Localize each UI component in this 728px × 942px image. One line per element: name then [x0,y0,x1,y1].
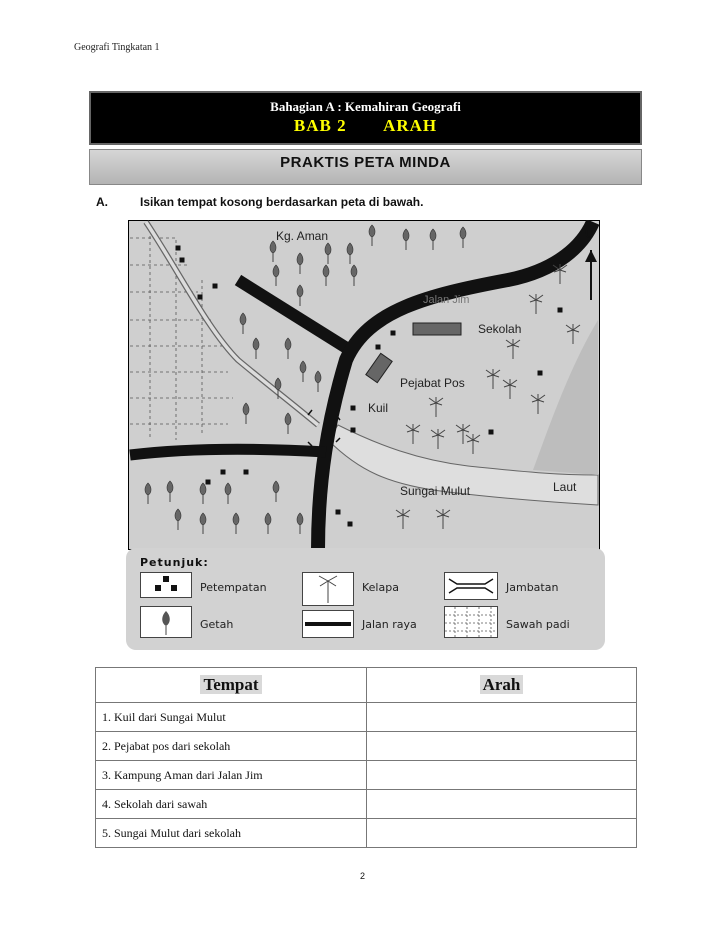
legend-paddy-label: Sawah padi [506,618,570,631]
label-sungai-mulut: Sungai Mulut [400,484,471,498]
road-icon [302,610,354,638]
label-laut: Laut [553,480,577,494]
answer-table [95,667,637,848]
answer-cell[interactable] [367,819,637,848]
header-tempat: Tempat [96,668,367,703]
legend-rubber-label: Getah [200,618,234,631]
question-instruction: Isikan tempat kosong berdasarkan peta di bawah. [140,195,424,209]
answer-cell[interactable] [367,703,637,732]
settlement-icon [140,572,192,598]
answer-cell[interactable] [367,761,637,790]
banner-subtitle: Bahagian A : Kemahiran Geografi [270,99,461,114]
answer-cell[interactable] [367,790,637,819]
table-row: 4. Sekolah dari sawah [96,790,637,819]
map-legend [126,548,605,650]
header-arah: Arah [367,668,637,703]
chapter-title: ARAH [383,116,438,135]
table-row: 5. Sungai Mulut dari sekolah [96,819,637,848]
label-sekolah: Sekolah [478,322,522,336]
answer-cell[interactable] [367,732,637,761]
label-jalan-jim: Jalan Jim [423,294,470,306]
map [128,220,600,550]
legend-coconut-label: Kelapa [362,581,399,594]
legend-title: Petunjuk: [140,556,209,569]
question-label: A. [96,195,108,209]
table-row: 1. Kuil dari Sungai Mulut [96,703,637,732]
chapter-number: BAB 2 [293,116,347,135]
page-number: 2 [360,871,366,881]
table-row: 3. Kampung Aman dari Jalan Jim [96,761,637,790]
table-row: 2. Pejabat pos dari sekolah [96,732,637,761]
north-label: U [585,227,594,241]
label-pejabat-pos: Pejabat Pos [400,376,465,390]
paddy-icon [444,606,498,638]
school-building [413,323,461,335]
bridge-icon [444,572,498,600]
chapter-banner [89,91,642,145]
rubber-icon [140,606,192,638]
label-kg-aman: Kg. Aman [276,229,329,243]
coconut-icon [302,572,354,606]
section-title: PRAKTIS PETA MINDA [89,149,642,185]
legend-bridge-label: Jambatan [506,581,559,594]
label-kuil: Kuil [368,401,389,415]
legend-road-label: Jalan raya [362,618,417,631]
running-header: Geografi Tingkatan 1 [74,42,160,53]
banner-chapter [91,116,640,136]
legend-settlement-label: Petempatan [200,581,267,594]
